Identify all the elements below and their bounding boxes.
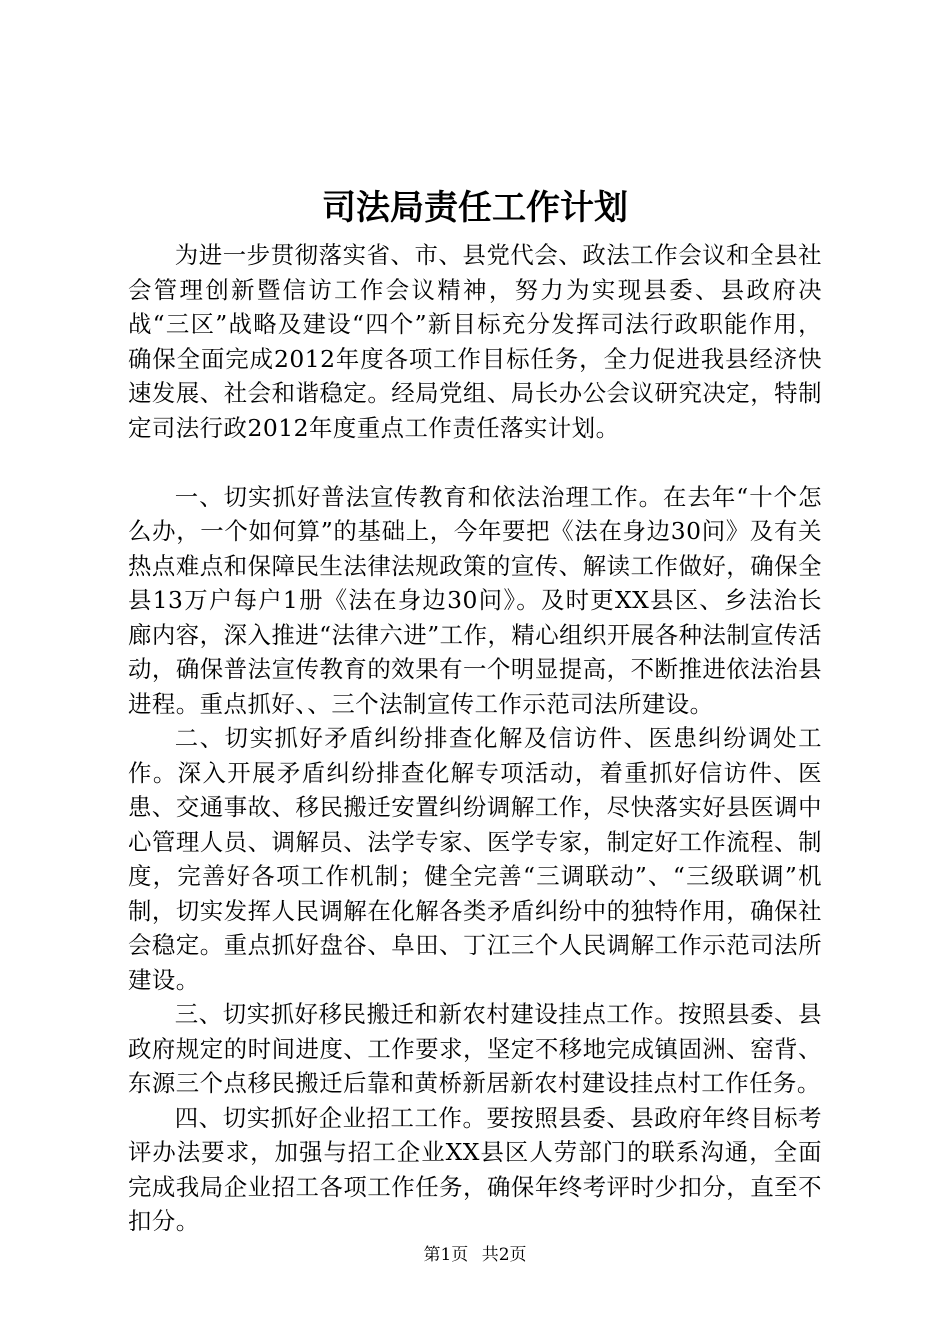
page-footer [0,1244,950,1266]
document-title: 司法局责任工作计划 [322,188,628,228]
section-paragraph-4: 四、切实抓好企业招工工作。要按照县委、县政府年终目标考评办法要求，加强与招工企业XX县区人劳部门的联系沟通，全面完成我局企业招工各项工作任务，确保年终考评时少扣分，直至不扣分。 [128,1103,822,1235]
section-paragraph-1: 一、切实抓好普法宣传教育和依法治理工作。在去年“十个怎么办，一个如何算”的基础上，今年要把《法在身边30问》及有关热点难点和保障民生法律法规政策的宣传、解读工作做好，确保全县13万户每户1册《法在身边30问》。及时更XX县区、乡法治长廊内容，深入推进“法律六进”工作，精心组织开展各种法制宣传活动，确保普法宣传教育的效果有一个明显提高，不断推进依法治县进程。重点抓好、、三个法制宣传工作示范司法所建设。 [128,482,822,718]
section-paragraph-3: 三、切实抓好移民搬迁和新农村建设挂点工作。按照县委、县政府规定的时间进度、工作要求，坚定不移地完成镇固洲、窑背、东源三个点移民搬迁后靠和黄桥新居新农村建设挂点村工作任务。 [128,1000,822,1097]
document-body [128,238,822,1239]
intro-paragraph: 为进一步贯彻落实省、市、县党代会、政法工作会议和全县社会管理创新暨信访工作会议精神，努力为实现县委、县政府决战“三区”战略及建设“四个”新目标充分发挥司法行政职能作用，确保全面完成2012年度各项工作目标任务，全力促进我县经济快速发展、社会和谐稳定。经局党组、局长办公会议研究决定，特制定司法行政2012年度重点工作责任落实计划。 [128,241,822,442]
page-number: 第1页 [423,1245,469,1265]
section-paragraph-2: 二、切实抓好矛盾纠纷排查化解及信访件、医患纠纷调处工作。深入开展矛盾纠纷排查化解专项活动，着重抓好信访件、医患、交通事故、移民搬迁安置纠纷调解工作，尽快落实好县医调中心管理人员、调解员、法学专家、医学专家，制定好工作流程、制度，完善好各项工作机制；健全完善“三调联动”、“三级联调”机制，切实发挥人民调解在化解各类矛盾纠纷中的独特作用，确保社会稳定。重点抓好盘谷、阜田、丁江三个人民调解工作示范司法所建设。 [128,724,822,994]
page-total: 共2页 [481,1245,527,1265]
paragraph-spacer [128,445,822,480]
